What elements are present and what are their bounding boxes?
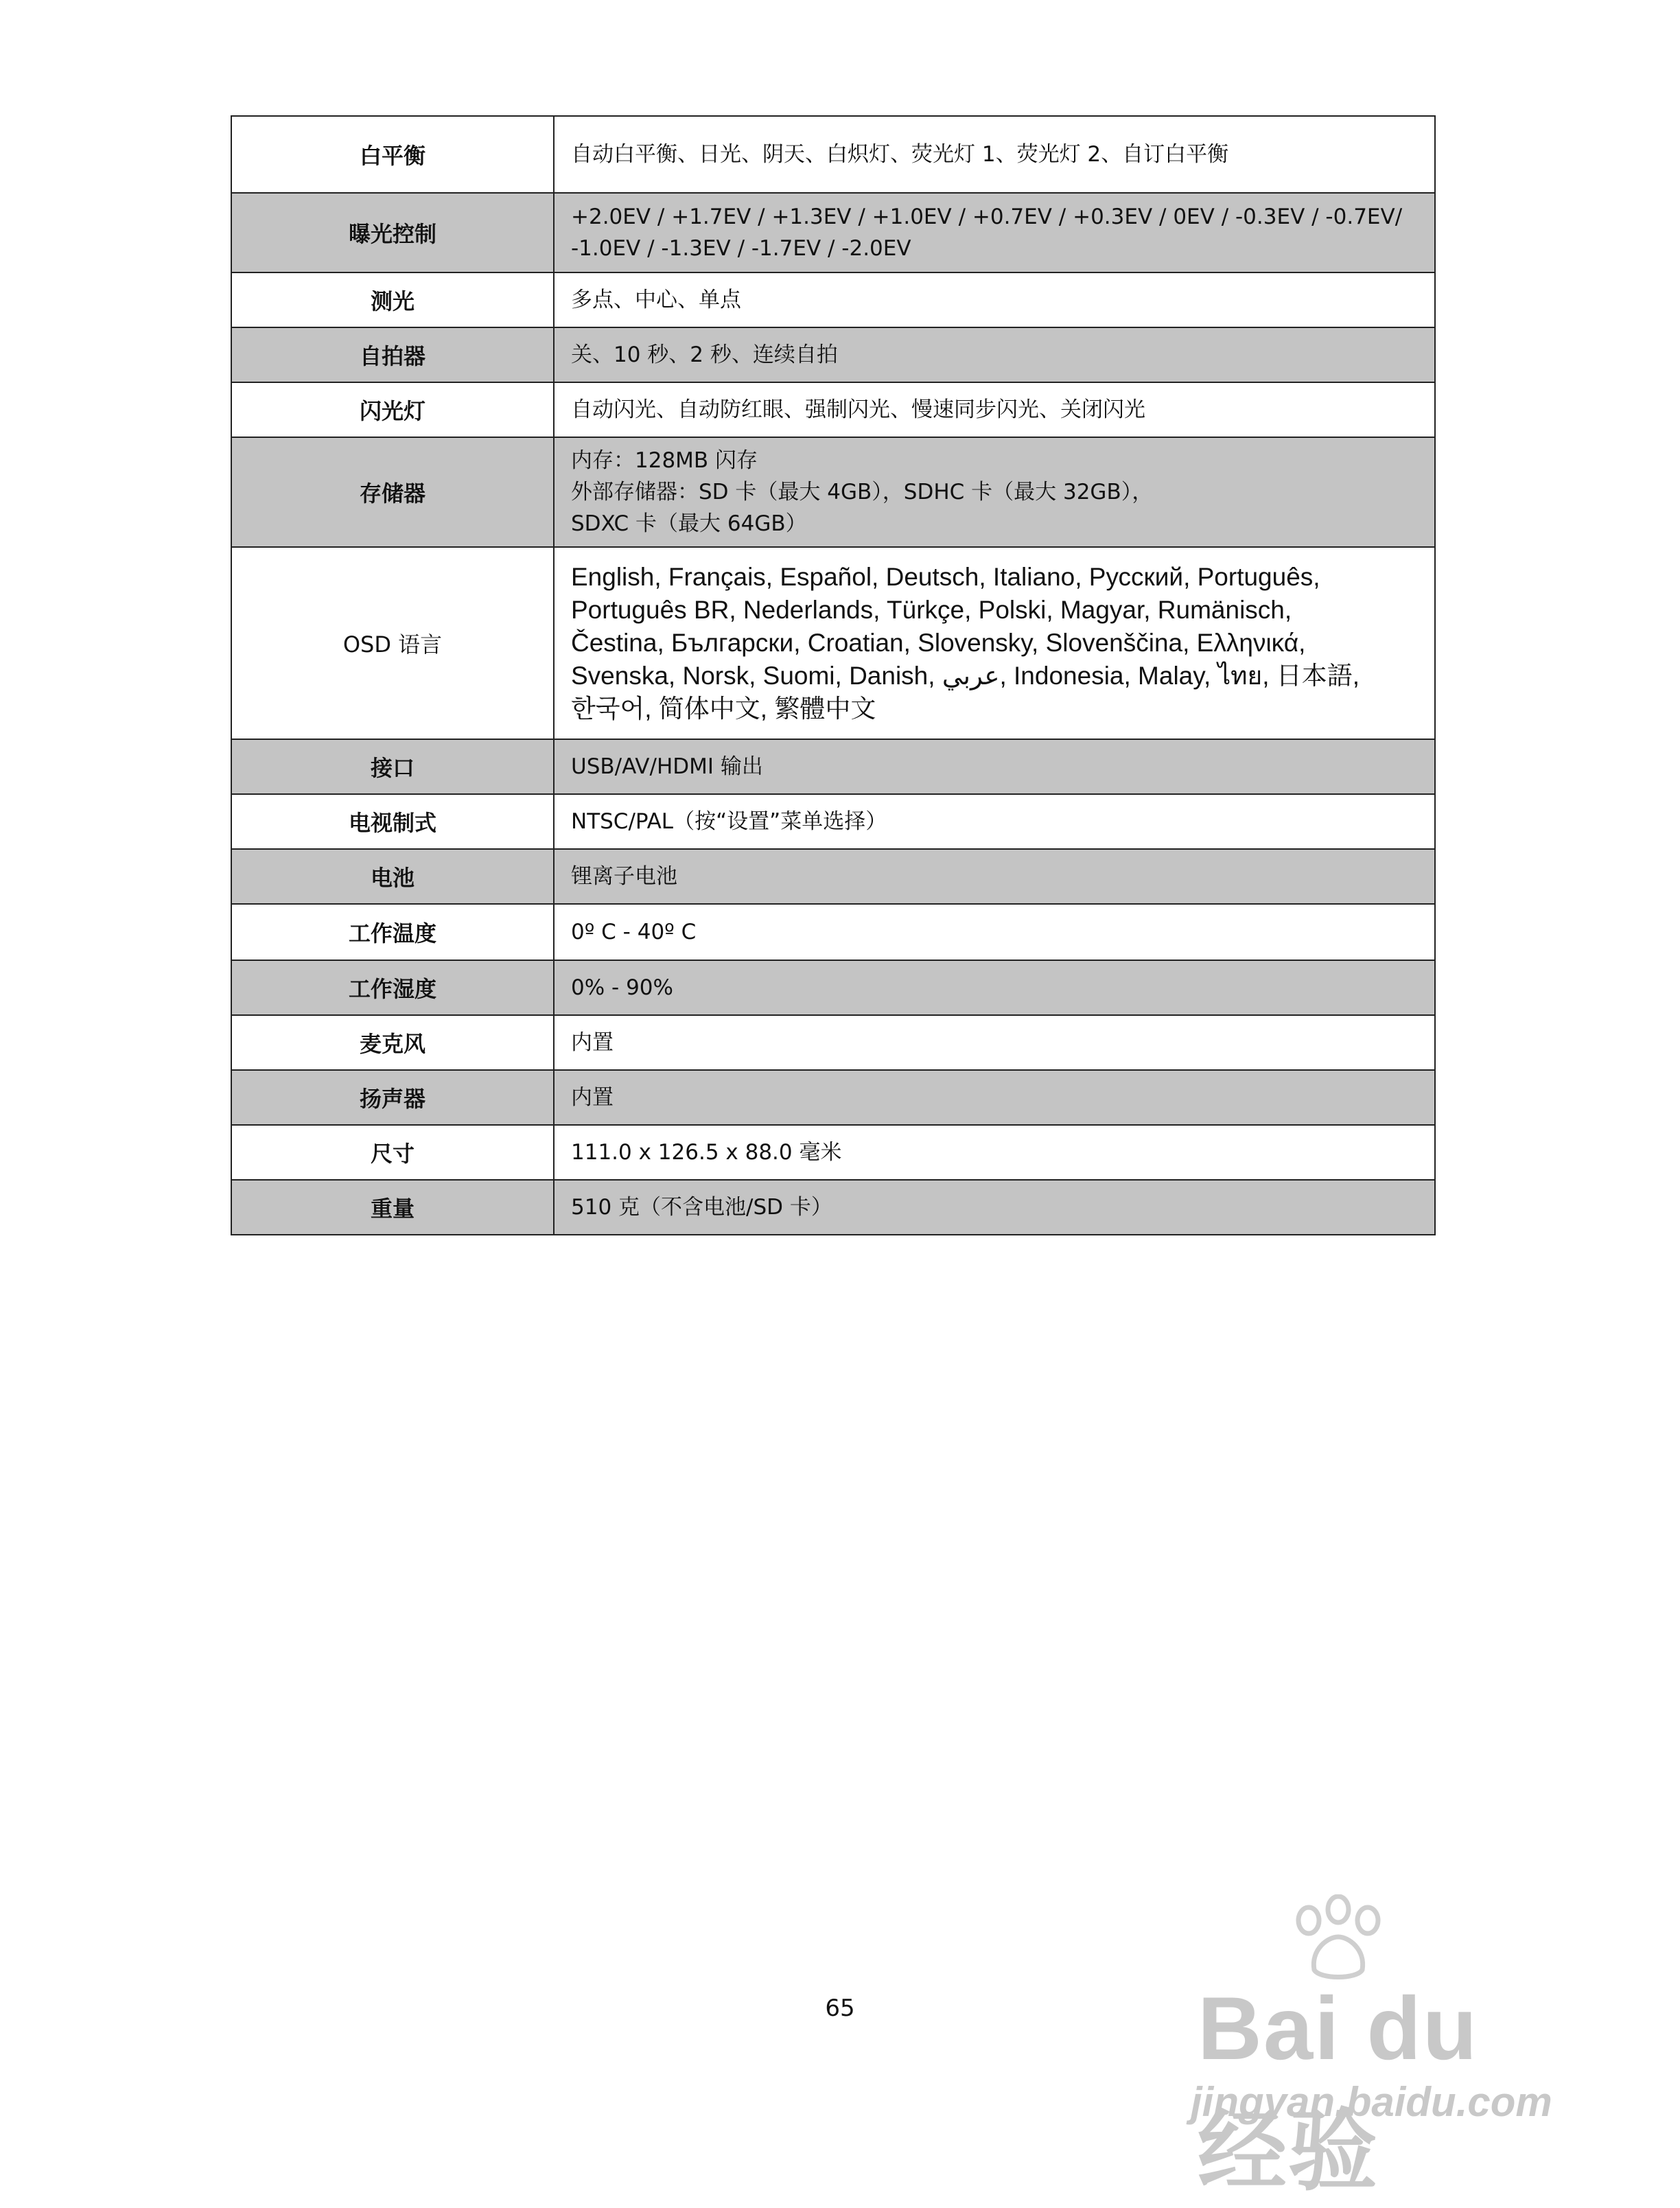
spec-row-operating-humidity [231, 960, 1435, 1015]
spec-row-interface [231, 739, 1435, 794]
spec-label: 白平衡 [231, 116, 554, 193]
spec-label: 电视制式 [231, 794, 554, 849]
spec-row-speaker [231, 1070, 1435, 1125]
spec-value-line: 内存：128MB 闪存 [571, 448, 758, 473]
page-number: 65 [825, 1995, 855, 2022]
spec-row-operating-temperature [231, 904, 1435, 960]
spec-row-tv-system [231, 794, 1435, 849]
spec-value [554, 1180, 1435, 1235]
spec-value [554, 960, 1435, 1015]
spec-row-osd-language [231, 547, 1435, 739]
spec-label: 工作温度 [231, 904, 554, 960]
spec-label: 闪光灯 [231, 382, 554, 437]
spec-value [554, 1070, 1435, 1125]
spec-value [554, 904, 1435, 960]
spec-row-dimensions [231, 1125, 1435, 1180]
spec-value-line: 111.0 x 126.5 x 88.0 毫米 [571, 1140, 842, 1165]
spec-label: 尺寸 [231, 1125, 554, 1180]
spec-row-white-balance [231, 116, 1435, 193]
spec-label: 麦克风 [231, 1015, 554, 1070]
spec-value [554, 437, 1435, 547]
spec-value [554, 849, 1435, 904]
spec-value-line: Svenska, Norsk, Suomi, Danish, عربي, Indonesia, Malay, ไทย, 日本語, [571, 662, 1360, 690]
spec-value [554, 1125, 1435, 1180]
spec-value [554, 1015, 1435, 1070]
spec-value-line: 한국어, 简体中文, 繁體中文 [571, 695, 876, 723]
spec-value-line: SDXC 卡（最大 64GB） [571, 511, 807, 536]
spec-row-weight [231, 1180, 1435, 1235]
spec-value-line: 锂离子电池 [571, 864, 677, 889]
spec-value-line: English, Français, Español, Deutsch, Italiano, Русский, Português, [571, 563, 1320, 591]
spec-value-line: 内置 [571, 1085, 614, 1110]
spec-row-microphone [231, 1015, 1435, 1070]
spec-row-storage [231, 437, 1435, 547]
spec-label: 存储器 [231, 437, 554, 547]
paw-print-icon [1280, 1894, 1397, 1984]
spec-value-line: +2.0EV / +1.7EV / +1.3EV / +1.0EV / +0.7EV / +0.3EV / 0EV / -0.3EV / -0.7EV/ [571, 205, 1403, 229]
specifications-table [231, 115, 1436, 1235]
spec-value-line: 0% - 90% [571, 975, 673, 1000]
spec-value-line: Čestina, Български, Croatian, Slovensky, Slovenščina, Ελληνικά, [571, 629, 1306, 657]
spec-value [554, 272, 1435, 327]
watermark-site: jingyan.baidu.com [1191, 2079, 1552, 2125]
spec-row-self-timer [231, 327, 1435, 382]
spec-value-line: 关、10 秒、2 秒、连续自拍 [571, 342, 838, 367]
spec-value [554, 739, 1435, 794]
spec-value-line: 510 克（不含电池/SD 卡） [571, 1195, 832, 1220]
spec-value-line: 多点、中心、单点 [571, 288, 741, 312]
spec-label: 扬声器 [231, 1070, 554, 1125]
spec-value-line: NTSC/PAL（按“设置”菜单选择） [571, 809, 887, 834]
spec-value-line: 外部存储器：SD 卡（最大 4GB），SDHC 卡（最大 32GB）， [571, 480, 1154, 504]
spec-row-flash [231, 382, 1435, 437]
spec-label: 工作湿度 [231, 960, 554, 1015]
spec-label: 接口 [231, 739, 554, 794]
spec-value [554, 193, 1435, 272]
spec-label: 曝光控制 [231, 193, 554, 272]
spec-value [554, 794, 1435, 849]
spec-value [554, 382, 1435, 437]
spec-value-line: 内置 [571, 1030, 614, 1055]
spec-value-line: 0º C - 40º C [571, 920, 697, 944]
spec-label: 电池 [231, 849, 554, 904]
spec-row-metering [231, 272, 1435, 327]
spec-value-line: USB/AV/HDMI 输出 [571, 754, 763, 779]
spec-value [554, 116, 1435, 193]
spec-label: 重量 [231, 1180, 554, 1235]
spec-label: 测光 [231, 272, 554, 327]
spec-row-battery [231, 849, 1435, 904]
baidu-jingyan-watermark [1177, 1894, 1575, 2201]
spec-value [554, 327, 1435, 382]
spec-label: 自拍器 [231, 327, 554, 382]
spec-row-exposure [231, 193, 1435, 272]
spec-value-line: Português BR, Nederlands, Türkçe, Polski, Magyar, Rumänisch, [571, 596, 1292, 624]
spec-label: OSD 语言 [231, 547, 554, 739]
watermark-brand: Bai du 经验 [1198, 1978, 1479, 2201]
spec-value-line: -1.0EV / -1.3EV / -1.7EV / -2.0EV [571, 236, 911, 261]
spec-value-line: 自动白平衡、日光、阴天、白炽灯、荧光灯 1、荧光灯 2、自订白平衡 [571, 142, 1229, 167]
spec-value [554, 547, 1435, 739]
spec-value-line: 自动闪光、自动防红眼、强制闪光、慢速同步闪光、关闭闪光 [571, 397, 1145, 422]
